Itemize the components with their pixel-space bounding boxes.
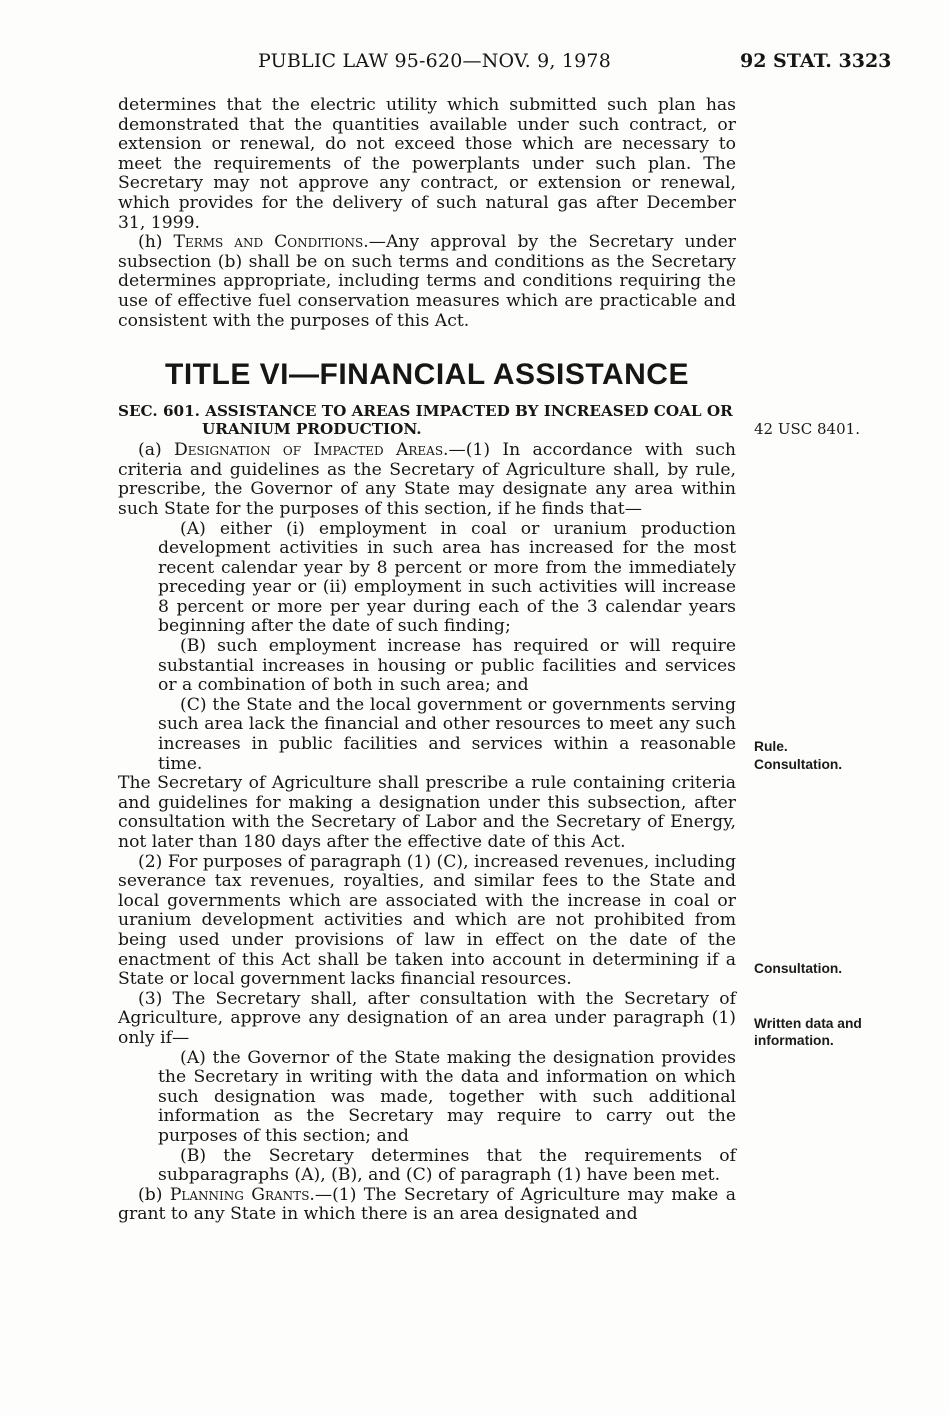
statute-body <box>118 96 736 1225</box>
subparagraph-a1C: (C) the State and the local government or governments serving such area lack the financial and other resources to meet any such increases in public facilities and services within a reasonable time. <box>158 694 736 774</box>
subsection-heading: Designation of Impacted Areas. <box>173 440 449 461</box>
subparagraph-a3B: (B) the Secretary determines that the requirements of subparagraphs (A), (B), and (C) of paragraph (1) have been met. <box>158 1145 736 1186</box>
margin-note-information: information. <box>754 1033 834 1048</box>
paragraph-a3: (3) The Secretary shall, after consultation with the Secretary of Agriculture, approve any designation of an area under paragraph (1) only if— <box>118 988 736 1048</box>
subsection-h <box>118 233 736 331</box>
title-heading: TITLE VI—FINANCIAL ASSISTANCE <box>165 358 689 392</box>
section-heading-line2: URANIUM PRODUCTION. <box>202 419 422 438</box>
subsection-b <box>118 1186 736 1225</box>
subsection-label: (h) <box>138 232 174 253</box>
paragraph-a1-tail: The Secretary of Agriculture shall prescribe a rule containing criteria and guidelines for making a designation under this subsection, after consultation with the Secretary of Labor and the Secretary of Energy, not later than 180 days after the effective date of this Act. <box>118 773 736 852</box>
running-head: PUBLIC LAW 95-620—NOV. 9, 1978 <box>258 50 611 72</box>
subsection-heading: Terms and Conditions. <box>173 232 369 253</box>
subsection-label: (b) <box>138 1184 170 1205</box>
section-heading-line1: SEC. 601. ASSISTANCE TO AREAS IMPACTED BY INCREASED COAL OR <box>118 402 733 421</box>
margin-note-usc: 42 USC 8401. <box>754 420 860 438</box>
page-header <box>0 50 949 76</box>
margin-note-rule: Rule. <box>754 739 788 754</box>
paragraph-continuation: determines that the electric utility which submitted such plan has demonstrated that the quantities available under such contract, or extension or renewal, do not exceed those which are necessary to meet the requirements of the powerplants under such plan. The Secretary may not approve any contract, or extension or renewal, which provides for the delivery of such natural gas after December 31, 1999. <box>118 95 736 233</box>
subsection-label: (a) <box>138 440 174 461</box>
subparagraph-a1B: (B) such employment increase has required or will require substantial increases in housing or public facilities and services or a combination of both in such area; and <box>158 636 736 696</box>
subparagraph-a1A: (A) either (i) employment in coal or uranium production development activities in such area has increased for the most recent calendar year by 8 percent or more from the immediately preceding year or (ii) employment in such activities will increase 8 percent or more per year during each of the 3 calendar years beginning after the date of such finding; <box>158 518 736 637</box>
margin-note-consultation: Consultation. <box>754 757 843 772</box>
paragraph-a2: (2) For purposes of paragraph (1) (C), increased revenues, including severance tax revenues, royalties, and similar fees to the State and local governments which are associated with the increase in coal or uranium development activities and which are not prohibited from being used under provisions of law in effect on the date of the enactment of this Act shall be taken into account in determining if a State or local government lacks financial resources. <box>118 851 736 990</box>
margin-note-consultation-2: Consultation. <box>754 961 843 976</box>
subsection-text: —(1) In accordance with such criteria and guidelines as the Secretary of Agriculture shall, by rule, prescribe, the Governor of any State may designate any area within such State for the purposes of this section, if he finds that— <box>118 440 736 519</box>
subparagraph-a3A: (A) the Governor of the State making the designation provides the Secretary in writing with the data and information on which such designation was made, together with such additional information as the Secretary may require to carry out the purposes of this section; and <box>158 1047 736 1146</box>
subsection-text: —Any approval by the Secretary under subsection (b) shall be on such terms and conditions as the Secretary determines appropriate, including terms and conditions requiring the use of effective fuel conservation measures which are practicable and consistent with the purposes of this Act. <box>118 232 736 331</box>
section-heading <box>118 403 736 438</box>
margin-note-written-data: Written data and <box>754 1016 862 1031</box>
subsection-a <box>118 441 736 519</box>
page-number: 92 STAT. 3323 <box>740 50 892 72</box>
subsection-text: —(1) The Secretary of Agriculture may make a grant to any State in which there is an area designated and <box>118 1184 736 1225</box>
subsection-heading: Planning Grants. <box>169 1184 315 1205</box>
